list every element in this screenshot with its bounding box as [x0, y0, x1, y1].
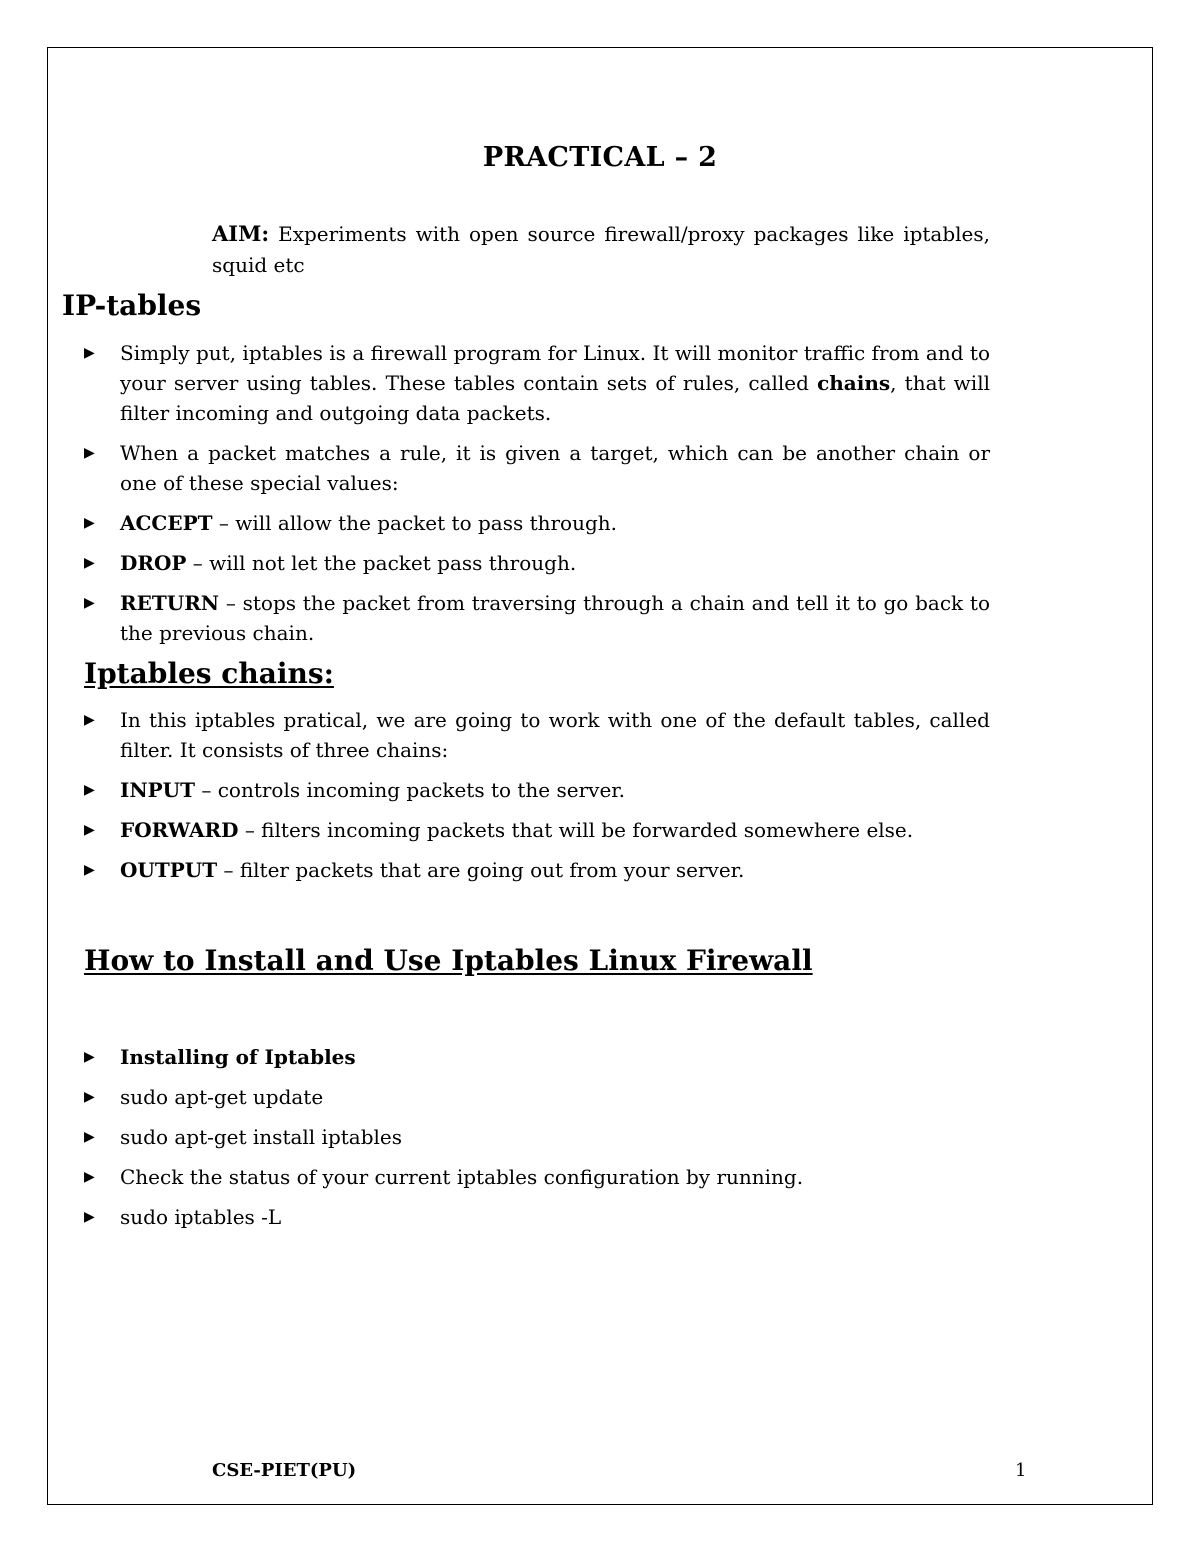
list-item: ▶ sudo apt-get update: [84, 1082, 990, 1112]
aim-text: Experiments with open source firewall/proxy packages like iptables, squid etc: [212, 222, 991, 277]
triangle-right-icon: ▶: [84, 445, 95, 461]
aim-label: AIM:: [212, 221, 270, 246]
footer-department: CSE-PIET(PU): [212, 1460, 357, 1481]
triangle-right-icon: ▶: [84, 1169, 95, 1185]
list-item: ▶ OUTPUT – filter packets that are going out from your server.: [84, 855, 990, 885]
list-item: ▶ In this iptables pratical, we are going to work with one of the default tables, called filter. It consists of three chains:: [84, 705, 990, 765]
triangle-right-icon: ▶: [84, 345, 95, 361]
list-item: ▶ Check the status of your current iptables configuration by running.: [84, 1162, 990, 1192]
list-item: ▶ RETURN – stops the packet from traversing through a chain and tell it to go back to the previous chain.: [84, 588, 990, 648]
triangle-right-icon: ▶: [84, 712, 95, 728]
list-item: ▶ ACCEPT – will allow the packet to pass through.: [84, 508, 990, 538]
list-item: ▶ Installing of Iptables: [84, 1042, 990, 1072]
list-item: ▶ DROP – will not let the packet pass through.: [84, 548, 990, 578]
triangle-right-icon: ▶: [84, 555, 95, 571]
iptables-bullet-list: [84, 338, 990, 658]
triangle-right-icon: ▶: [84, 862, 95, 878]
triangle-right-icon: ▶: [84, 782, 95, 798]
triangle-right-icon: ▶: [84, 595, 95, 611]
list-item: ▶ Simply put, iptables is a firewall program for Linux. It will monitor traffic from and to your server using tables. These tables contain sets of rules, called chains, that will filter incoming and outgoing data packets.: [84, 338, 990, 428]
heading-iptables-chains: Iptables chains:: [84, 657, 334, 690]
footer-page-number: 1: [1015, 1460, 1027, 1481]
list-item: ▶ sudo apt-get install iptables: [84, 1122, 990, 1152]
page-title: PRACTICAL – 2: [482, 142, 718, 173]
heading-install-iptables: How to Install and Use Iptables Linux Firewall: [84, 944, 813, 977]
install-bullet-list: [84, 1042, 990, 1242]
list-item: ▶ INPUT – controls incoming packets to the server.: [84, 775, 990, 805]
triangle-right-icon: ▶: [84, 822, 95, 838]
triangle-right-icon: ▶: [84, 1209, 95, 1225]
list-item: ▶ FORWARD – filters incoming packets that will be forwarded somewhere else.: [84, 815, 990, 845]
list-item: ▶ sudo iptables -L: [84, 1202, 990, 1232]
chains-bullet-list: [84, 705, 990, 895]
triangle-right-icon: ▶: [84, 1129, 95, 1145]
triangle-right-icon: ▶: [84, 1089, 95, 1105]
aim-statement: [212, 218, 990, 281]
triangle-right-icon: ▶: [84, 515, 95, 531]
triangle-right-icon: ▶: [84, 1049, 95, 1065]
list-item: ▶ When a packet matches a rule, it is given a target, which can be another chain or one of these special values:: [84, 438, 990, 498]
heading-ip-tables: IP-tables: [62, 289, 202, 322]
